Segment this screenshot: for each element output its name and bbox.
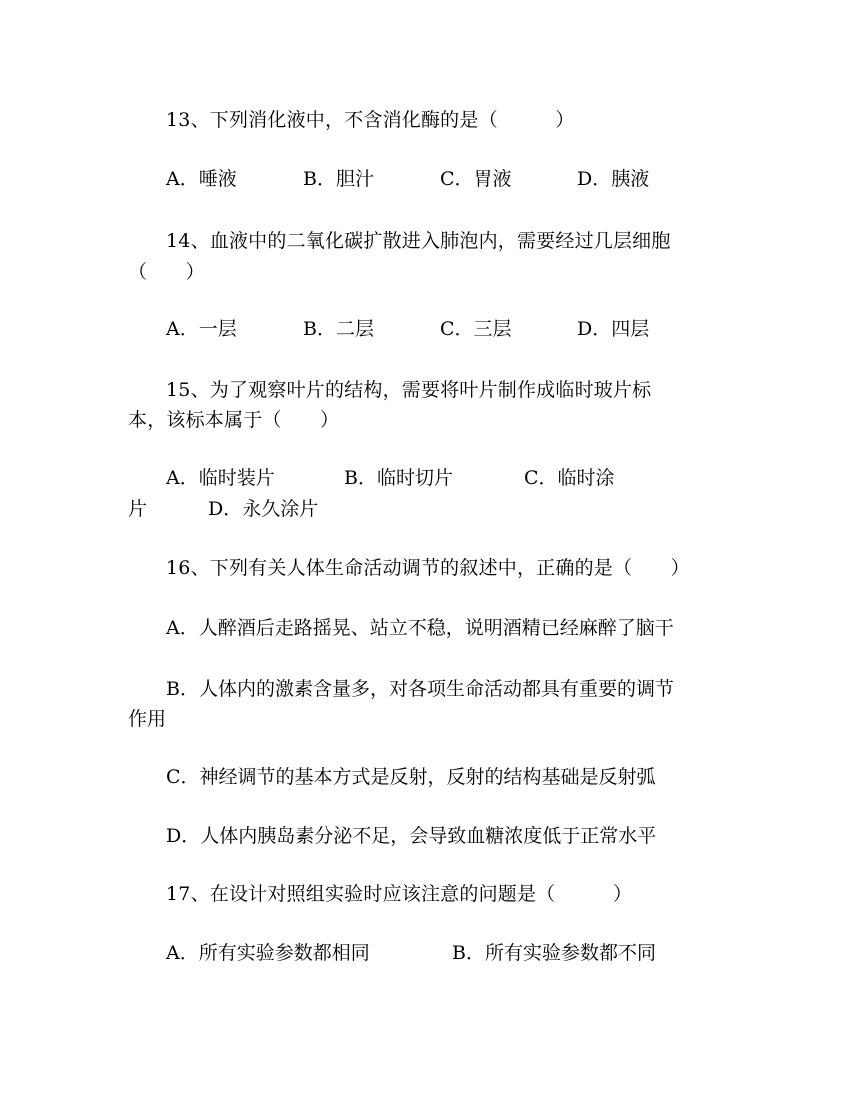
- question-13-option-d: D．胰液: [577, 168, 650, 190]
- question-13-option-b: B．胆汁: [303, 168, 374, 190]
- question-17-option-b: B．所有实验参数都不同: [452, 942, 656, 964]
- question-15-option-c: C．临时涂: [524, 467, 615, 489]
- question-15-stem-line-2: 本，该标本属于（ ）: [128, 409, 340, 431]
- question-16-option-b: B．人体内的激素含量多，对各项生命活动都具有重要的调节: [166, 678, 674, 700]
- question-14-option-c: C．三层: [440, 318, 512, 340]
- question-15-stem-line-1: 15、为了观察叶片的结构，需要将叶片制作成临时玻片标: [166, 379, 652, 401]
- question-15-option-a: A．临时装片: [166, 467, 275, 489]
- question-15-option-b: B．临时切片: [344, 467, 453, 489]
- question-16-option-d: D．人体内胰岛素分泌不足，会导致血糖浓度低于正常水平: [166, 825, 657, 847]
- question-13-option-a: A．唾液: [166, 168, 237, 190]
- question-15-option-d: D．永久涂片: [208, 498, 319, 520]
- question-14-stem-line-1: 14、血液中的二氧化碳扩散进入肺泡内，需要经过几层细胞: [166, 230, 671, 252]
- question-17-stem: 17、在设计对照组实验时应该注意的问题是（ ）: [166, 883, 633, 905]
- question-16-option-c: C．神经调节的基本方式是反射，反射的结构基础是反射弧: [166, 766, 656, 788]
- question-16-option-b-continued: 作用: [128, 708, 167, 730]
- question-14-option-b: B．二层: [303, 318, 374, 340]
- question-14-option-d: D．四层: [577, 318, 650, 340]
- question-16-stem: 16、下列有关人体生命活动调节的叙述中，正确的是（ ）: [166, 557, 690, 579]
- question-15-option-c-continued: 片: [128, 498, 148, 520]
- question-14-stem-line-2: （ ）: [128, 261, 205, 283]
- question-16-option-a: A．人醉酒后走路摇晃、站立不稳，说明酒精已经麻醉了脑干: [166, 617, 674, 639]
- question-13-option-c: C．胃液: [440, 168, 512, 190]
- question-13-stem: 13、下列消化液中，不含消化酶的是（ ）: [166, 109, 575, 131]
- question-17-option-a: A．所有实验参数都相同: [166, 942, 370, 964]
- question-14-option-a: A．一层: [166, 318, 237, 340]
